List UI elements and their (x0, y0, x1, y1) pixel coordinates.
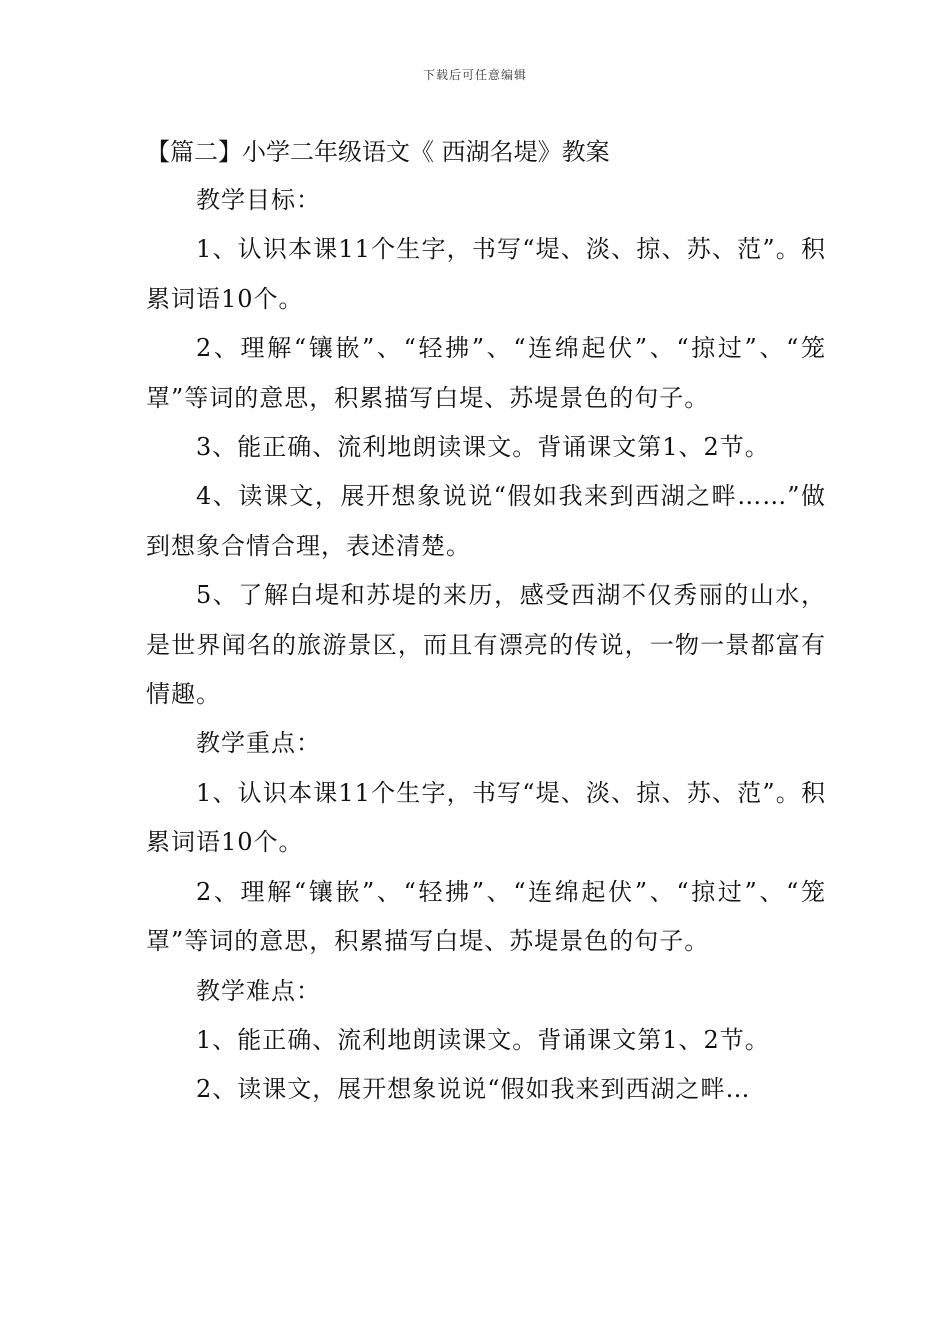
document-title: 【篇二】小学二年级语文《 西湖名堤》教案 (146, 138, 610, 166)
paragraph: 1、认识本课11个生字，书写“堤、淡、掠、苏、范”。积累词语10个。 (146, 235, 826, 313)
section-heading-objectives: 教学目标： (196, 186, 321, 214)
paragraph: 1、认识本课11个生字，书写“堤、淡、掠、苏、范”。积累词语10个。 (146, 778, 826, 857)
paragraph: 5、了解白堤和苏堤的来历，感受西湖不仅秀丽的山水，是世界闻名的旅游景区，而且有漂亮的传说，一物一景都富有情趣。 (146, 581, 826, 709)
paragraph: 3、能正确、流利地朗读课文。背诵课文第1、2节。 (196, 433, 770, 462)
paragraph: 2、理解“镶嵌”、“轻拂”、“连绵起伏”、“掠过”、“笼罩”等词的意思，积累描写白堤、苏堤景色的句子。 (146, 877, 826, 956)
paragraph: 4、读课文，展开想象说说“假如我来到西湖之畔……”做到想象合情合理，表述清楚。 (146, 482, 826, 560)
document-body (146, 128, 826, 1115)
paragraph: 2、读课文，展开想象说说“假如我来到西湖之畔… (196, 1075, 751, 1104)
page-header-note: 下载后可任意编辑 (422, 68, 527, 82)
paragraph: 2、理解“镶嵌”、“轻拂”、“连绵起伏”、“掠过”、“笼罩”等词的意思，积累描写白堤、苏堤景色的句子。 (146, 334, 826, 412)
paragraph: 1、能正确、流利地朗读课文。背诵课文第1、2节。 (196, 1025, 770, 1054)
section-heading-key-points: 教学重点： (196, 729, 321, 758)
section-heading-difficulties: 教学难点： (196, 976, 321, 1005)
